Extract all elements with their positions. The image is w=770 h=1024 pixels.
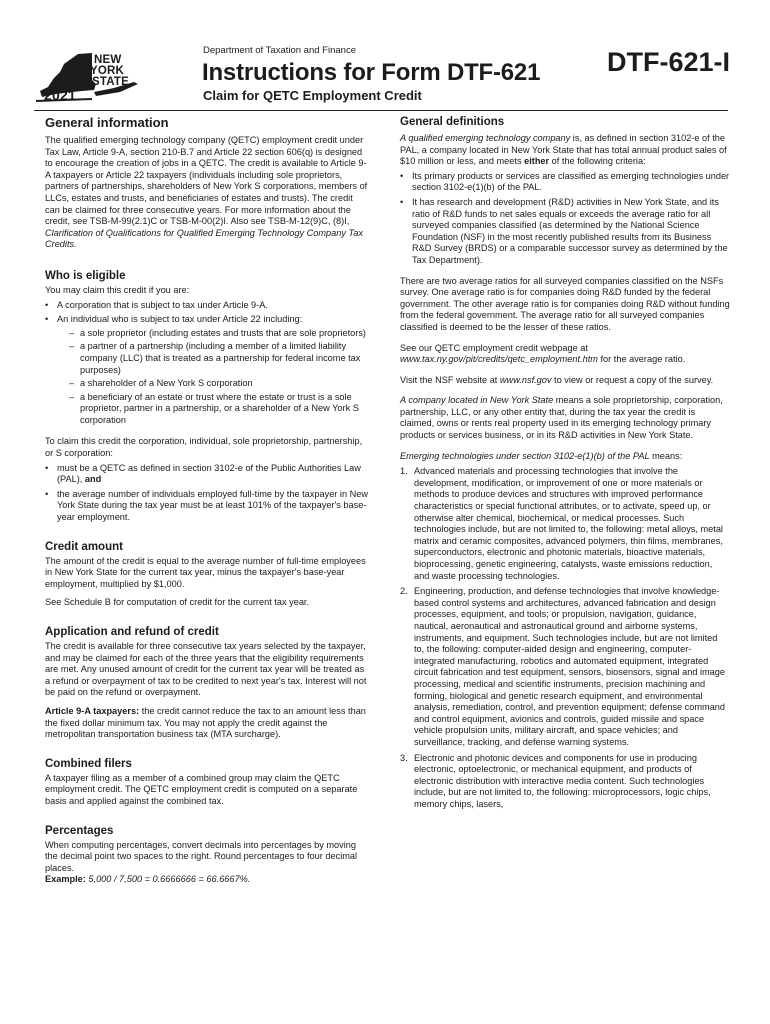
paragraph-text: for the average ratio. [597,354,686,365]
qetc-webpage-link[interactable]: www.tax.ny.gov/pit/credits/qetc_employment.htm [400,354,598,365]
credit-amount-body: The amount of the credit is equal to the average number of full-time employees in New York State for the current tax year, minus the taxpayer's base-year employment, multiplied by $1,000. [45,555,366,589]
sub-list-item: – a partner of a partnership (including a member of a limited liability company (LLC) that is treated as a partnership for federal income tax purposes) [57,341,370,376]
section-heading: General information [45,115,169,130]
qetc-definition [400,133,730,168]
form-identifier: DTF-621-I [606,47,730,77]
percentages-body: When computing percentages, convert decimals into percentages by moving the decimal point two spaces to the right. Round percentages to four decimal places. [45,839,358,873]
paragraph-text: Visit the NSF website at [400,374,500,385]
definition-text: is, as defined in section 3102-e of the PAL, a company located in New York State that has total annual product sales of $10 million or less, and meets [400,133,727,167]
list-item: • It has research and development (R&D) activities in New York State, and its ratio of R&D funds to net sales equals or exceeds the average ratio for all surveyed companies classified (as determined by the National Science Foundation (NSF) in the most recently published results from its Business R&D Survey (BRDS) or a comparable successor survey as determined by the Tax Department). [400,197,730,267]
defined-term: A company located in New York State [400,395,554,406]
right-column [400,115,730,810]
sub-list [57,328,370,427]
eligible-intro: You may claim this credit if you are: [45,284,190,295]
percentages-example [45,874,370,886]
numbered-item [400,753,730,811]
item-number: 2. [400,586,408,597]
logo-text-york: YORK [90,65,125,77]
list-item-text: must be a QETC as defined in section 3102-e of the Public Authorities Law (PAL), [57,462,361,485]
example-label: Example: [45,874,86,885]
document-title: Instructions for Form DTF-621 [202,59,541,86]
item-text: Engineering, production, and defense technologies that involve knowledge-based control systems and architectures, advanced fabrication and design processes, equipment, and tools; or propulsion, navigation, guidance, nautical, aeronautical and astronautical ground and airborne systems, instruments, and equipment. Such technologies include, but are not limited to, the following: computer-aided design and engineering, computer-integrated manufacturing, robotics and automated equipment, integrated circuit fabrication and test equipment, sensors, biosensors, signal and image processing, medical and scientific instruments, precision machining and forming, biological and genetic research equipment, and environmental analysis, remediation, control, and prevention equipment; defense command and control equipment, avionics and controls, guided missile and space vehicle propulsion units, military aircraft, and space vehicles; and surveillance, tracking, and defense warning systems. [414,586,726,747]
item-number: 3. [400,752,408,763]
item-text: Electronic and photonic devices and components for use in producing electronic, optoelectronic, or mechanical equipment, and products of electronic distribution with interactive media content. Such technologies include, but are not limited to, the following: microprocessors, logic chips, memory chips, lasers, [414,752,711,809]
definition-text: means: [649,450,683,461]
body-text: The qualified emerging technology company (QETC) employment credit under Tax Law, Article 9-A, section 210-B.7 and Article 22 section 606(q) is designed to encourage the creation of jobs in a QETC. The credit is available to Article 9-A taxpayers or Article 22 taxpayers (individuals including sole proprietors, partners of partnerships, shareholders of New York S corporations, members of LLCs, estates and trusts, and beneficiaries of estates and trusts). The credit can be claimed for three consecutive years. For more information about the credit, see TSB-M-99(2.1)C or TSB-M-00(2)I. Also see TSB-M-12(9)C, (8)I, [45,135,368,227]
and-conjunction: and [84,474,102,485]
section-heading: Credit amount [45,540,123,553]
application-section [45,625,370,741]
credit-amount-section [45,540,370,609]
item-text: Advanced materials and processing technologies that involve the development, modification, or improvement of one or more materials or methods to produce devices and structures with improved performance characteristics or special functional attributes, or to activate, speed up, or otherwise alter chemical, biochemical, or medical processes. Such technologies include, but are not limited to, the following: metal alloys, metal matrix and ceramic composites, advanced polymers, thin films, membranes, superconductors, electronic and photonic materials, bioactive materials, bioprocessing, genetic engineering, catalysts, waste emissions reduction, and waste processing technologies. [414,466,723,581]
list-item [45,489,370,524]
document-subtitle: Claim for QETC Employment Credit [203,88,422,103]
definition-text: of the following criteria: [549,156,646,167]
application-body: The credit is available for three consecutive tax years selected by the taxpayer, and may be claimed for each of the three years that the eligibility requirements are met. Any unused amount of credit for the current tax year will be treated as a refund or overpayment of tax to be credited to next year's tax. Interest will not be paid on the refund or overpayment. [45,641,367,698]
either-word: either [524,156,550,167]
sub-list-item: – a sole proprietor (including estates and trusts that are sole proprietors) [57,328,370,340]
combined-filers-body: A taxpayer filing as a member of a combined group may claim the QETC employment credit. The QETC employment credit is computed on a separate basis and applied against the combined tax. [45,772,358,806]
section-heading: Who is eligible [45,269,126,282]
list-item [45,463,370,486]
ratios-paragraph: There are two average ratios for all surveyed companies classified on the NSFs survey. One average ratio is for companies doing R&D funded by the federal government. The other average ratio is for companies doing R&D without funding from the federal government. The average ratio for all surveyed companies classified is deemed to be the lesser of these ratios. [400,275,730,332]
article-text: the credit cannot reduce the tax to an amount less than the fixed dollar minimum tax. You may not apply the credit against the metropolitan transportation business tax (MTA surcharge). [45,705,366,740]
list-item [45,300,370,312]
list-item [45,314,370,426]
list-item-text: An individual who is subject to tax under Article 22 including: [57,314,303,325]
emerging-technologies-list [400,466,730,810]
webpage-paragraph [400,343,730,366]
logo-year: 2021 [44,87,76,103]
sub-list-item: – a shareholder of a New York S corporation [57,378,370,390]
numbered-item [400,586,730,748]
article-9a-note [45,706,370,741]
header-divider [34,110,728,111]
department-name: Department of Taxation and Finance [203,45,356,56]
defined-term: A qualified emerging technology company [400,133,571,143]
paragraph-text: to view or request a copy of the survey. [551,374,714,385]
located-definition [400,395,730,441]
definition-text: means a sole proprietorship, corporation, partnership, LLC, or any other entity that, during the tax year the credit is claimed, owns or rents real property used in its emerging technology primary products or services business, or in its R&D activities in New York State. [400,395,723,441]
list-item-text: the average number of individuals employed full-time by the taxpayer in New York State during the tax year must be at least 101% of the taxpayer's base-year employment. [57,488,369,523]
nsf-website-link[interactable]: www.nsf.gov [499,374,552,385]
combined-filers-section [45,757,370,808]
nys-logo [34,50,144,106]
section-heading: Percentages [45,824,114,837]
list-item: • Its primary products or services are classified as emerging technologies under section 3102-e(1)(b) of the PAL. [400,171,730,194]
general-information-section [45,115,370,251]
percentages-section [45,824,370,886]
emerging-intro [400,451,730,463]
general-information-body [45,135,370,251]
general-definitions-section [400,115,730,810]
item-number: 1. [400,466,408,477]
list-item-text: A corporation that is subject to tax under Article 9-A. [57,299,268,310]
logo-text-state: STATE [92,76,129,88]
example-value: 5,000 / 7,500 = 0.6666666 = 66.6667%. [85,874,251,885]
defined-term: Emerging technologies under section 3102-e(1)(b) of the PAL [400,450,650,461]
left-column [45,115,370,886]
numbered-item [400,466,730,582]
requirements-list [45,463,370,524]
article-label: Article 9-A taxpayers: [45,705,140,716]
section-heading: General definitions [400,116,505,128]
paragraph-text: See our QETC employment credit webpage at [400,342,588,353]
claim-intro: To claim this credit the corporation, individual, sole proprietorship, partnership, or S corporation: [45,436,363,459]
sub-list-item: – a beneficiary of an estate or trust where the estate or trust is a sole proprietor, partner in a partnership, or a shareholder of a New York S corporation [57,392,370,427]
schedule-note: See Schedule B for computation of credit for the current tax year. [45,597,310,608]
tsb-title: Clarification of Qualifications for Qualified Emerging Technology Company Tax Credits. [45,227,363,250]
section-heading: Application and refund of credit [45,626,219,638]
nsf-paragraph [400,375,730,387]
section-heading: Combined filers [45,757,132,770]
criteria-list [400,171,730,267]
eligible-list [45,300,370,427]
logo-text-new: NEW [94,54,122,66]
who-is-eligible-section [45,269,370,524]
